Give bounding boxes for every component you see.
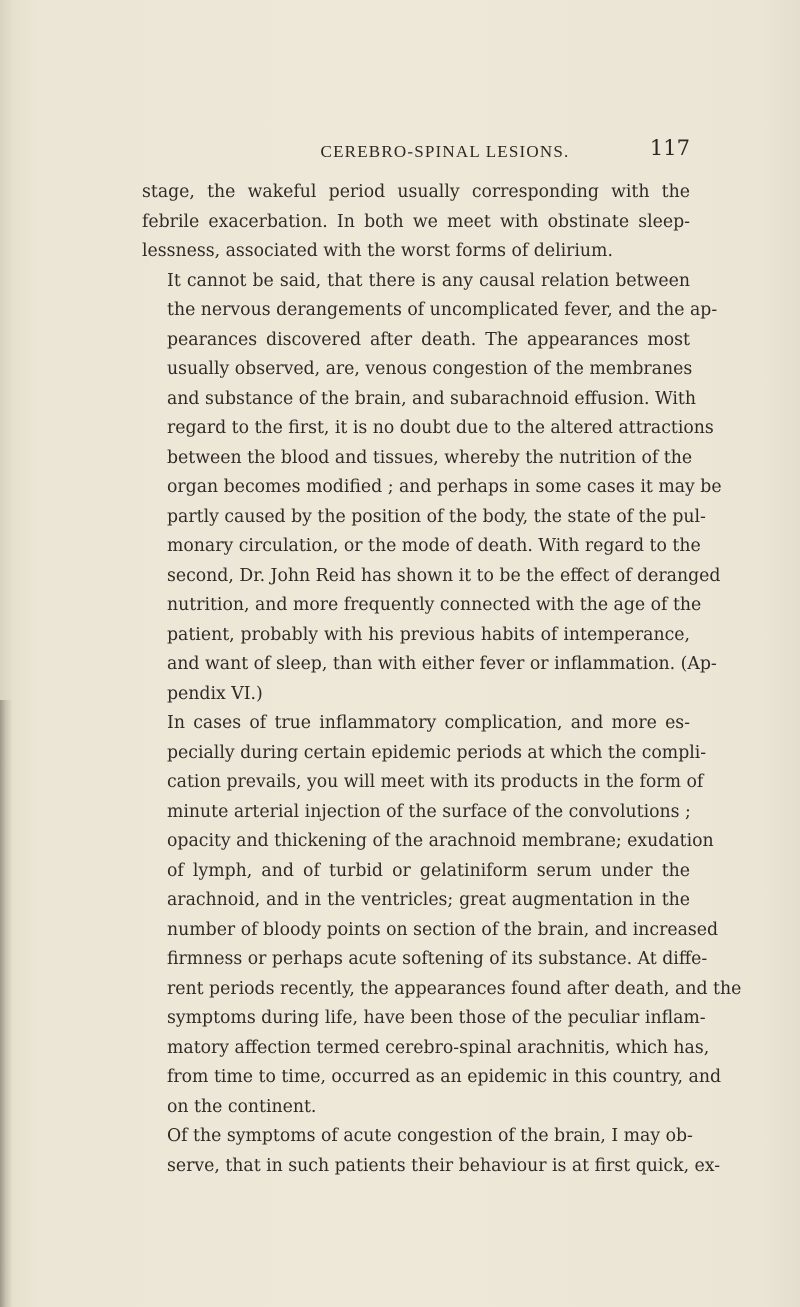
text-line: matory affection termed cerebro-spinal arachnitis, which has,	[167, 1037, 710, 1058]
text-line: from time to time, occurred as an epidemic in this country, and	[167, 1067, 722, 1087]
paragraph	[142, 267, 722, 710]
text-line: second, Dr. John Reid has shown it to be the effect of deranged	[167, 565, 721, 586]
text-line: regard to the first, it is no doubt due to the altered attractions	[167, 418, 714, 438]
text-line: It cannot be said, that there is any causal relation between	[167, 270, 690, 291]
text-line: In cases of true inflammatory complication, and more es-	[167, 713, 690, 733]
text-line: of lymph, and of turbid or gelatiniform serum under the	[167, 860, 690, 881]
text-line: Of the symptoms of acute congestion of the brain, I may ob-	[167, 1126, 693, 1146]
text-line: nutrition, and more frequently connected with the age of the	[167, 595, 702, 615]
paragraph	[142, 178, 690, 267]
text-line: number of bloody points on section of the brain, and increased	[167, 919, 719, 940]
running-title: CEREBRO-SPINAL LESIONS.	[320, 142, 570, 161]
text-line: pearances discovered after death. The appearances most	[167, 329, 690, 350]
text-line: partly caused by the position of the body, the state of the pul-	[167, 506, 706, 527]
text-line: febrile exacerbation. In both we meet with obstinate sleep-	[142, 211, 690, 232]
text-line: the nervous derangements of uncomplicated fever, and the ap-	[167, 300, 718, 320]
text-line: on the continent.	[167, 1096, 317, 1117]
paragraph	[142, 709, 742, 1122]
text-line: lessness, associated with the worst forms of delirium.	[142, 241, 613, 261]
text-line: serve, that in such patients their behaviour is at first quick, ex-	[167, 1155, 721, 1176]
text-line: opacity and thickening of the arachnoid membrane; exudation	[167, 831, 714, 851]
text-line: patient, probably with his previous habits of intemperance,	[167, 624, 690, 645]
page-edge-shadow	[0, 700, 12, 1307]
text-line: stage, the wakeful period usually corresponding with the	[142, 182, 690, 202]
text-line: organ becomes modified ; and perhaps in some cases it may be	[167, 477, 722, 497]
page-number: 117	[649, 136, 690, 160]
text-line: cation prevails, you will meet with its products in the form of	[167, 772, 704, 792]
page-header	[142, 136, 690, 168]
text-line: and substance of the brain, and subarachnoid effusion. With	[167, 388, 697, 409]
text-line: monary circulation, or the mode of death. With regard to the	[167, 536, 701, 556]
text-line: symptoms during life, have been those of the peculiar inflam-	[167, 1008, 706, 1028]
body-text	[142, 178, 742, 1181]
text-line: usually observed, are, venous congestion of the membranes	[167, 359, 693, 379]
text-line: rent periods recently, the appearances found after death, and the	[167, 978, 742, 999]
text-line: arachnoid, and in the ventricles; great augmentation in the	[167, 890, 690, 910]
text-line: between the blood and tissues, whereby the nutrition of the	[167, 447, 693, 468]
paragraph	[142, 1122, 721, 1181]
text-line: firmness or perhaps acute softening of its substance. At diffe-	[167, 949, 708, 969]
text-line: pecially during certain epidemic periods at which the compli-	[167, 742, 707, 763]
text-line: minute arterial injection of the surface of the convolutions ;	[167, 801, 691, 822]
text-line: pendix VI.)	[167, 683, 263, 704]
text-line: and want of sleep, than with either fever or inflammation. (Ap-	[167, 654, 717, 674]
